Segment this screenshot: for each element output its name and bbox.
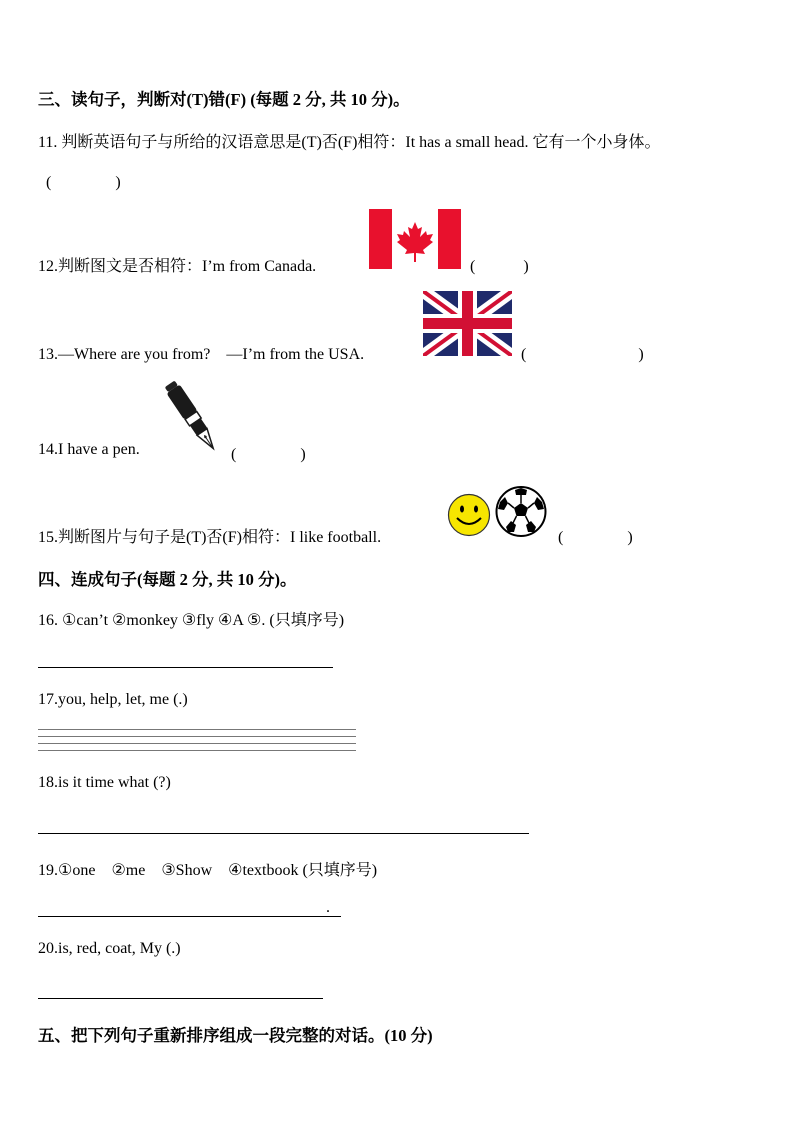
question-17-writing-line-3[interactable] [38, 743, 356, 744]
section-4-heading: 四、连成句子(每题 2 分, 共 10 分)。 [38, 570, 297, 589]
question-19-period: . [326, 899, 330, 916]
question-20-answer-line[interactable] [38, 998, 323, 999]
question-16-answer-line[interactable] [38, 667, 333, 668]
question-15-text: 15.判断图片与句子是(T)否(F)相符：I like football. [38, 529, 382, 546]
question-16-text: 16. ①can’t ②monkey ③fly ④A ⑤. (只填序号) [38, 612, 345, 629]
soccer-ball-image [494, 485, 548, 538]
question-11-text: 11. 判断英语句子与所给的汉语意思是(T)否(F)相符：It has a small head. 它有一个小身体。 [38, 134, 661, 151]
smiley-face-image [446, 493, 492, 537]
fountain-pen-image [160, 375, 224, 459]
question-19-text: 19.①one ②me ③Show ④textbook (只填序号) [38, 862, 378, 879]
question-19-answer-line[interactable] [38, 916, 341, 917]
question-17-writing-line-4[interactable] [38, 750, 356, 751]
question-14-answer-box[interactable]: ( ) [231, 446, 306, 463]
question-14-text: 14.I have a pen. [38, 441, 140, 458]
question-12-text: 12.判断图文是否相符：I’m from Canada. [38, 258, 317, 275]
question-17-writing-line-2[interactable] [38, 736, 356, 737]
question-13-answer-box[interactable]: ( ) [521, 346, 644, 363]
question-11-answer-box[interactable]: ( ) [46, 174, 121, 191]
uk-flag-image [423, 291, 512, 356]
question-18-text: 18.is it time what (?) [38, 774, 171, 791]
question-15-answer-box[interactable]: ( ) [558, 529, 633, 546]
section-3-heading: 三、读句子，判断对(T)错(F) (每题 2 分, 共 10 分)。 [38, 90, 410, 109]
question-13-text: 13.—Where are you from? —I’m from the USA. [38, 346, 365, 363]
section-5-heading: 五、把下列句子重新排序组成一段完整的对话。(10 分) [38, 1026, 433, 1045]
question-12-answer-box[interactable]: ( ) [470, 258, 529, 275]
question-17-writing-line-1[interactable] [38, 729, 356, 730]
question-20-text: 20.is, red, coat, My (.) [38, 940, 181, 957]
question-17-text: 17.you, help, let, me (.) [38, 691, 188, 708]
canada-flag-image [369, 209, 461, 269]
question-18-answer-line[interactable] [38, 833, 529, 834]
